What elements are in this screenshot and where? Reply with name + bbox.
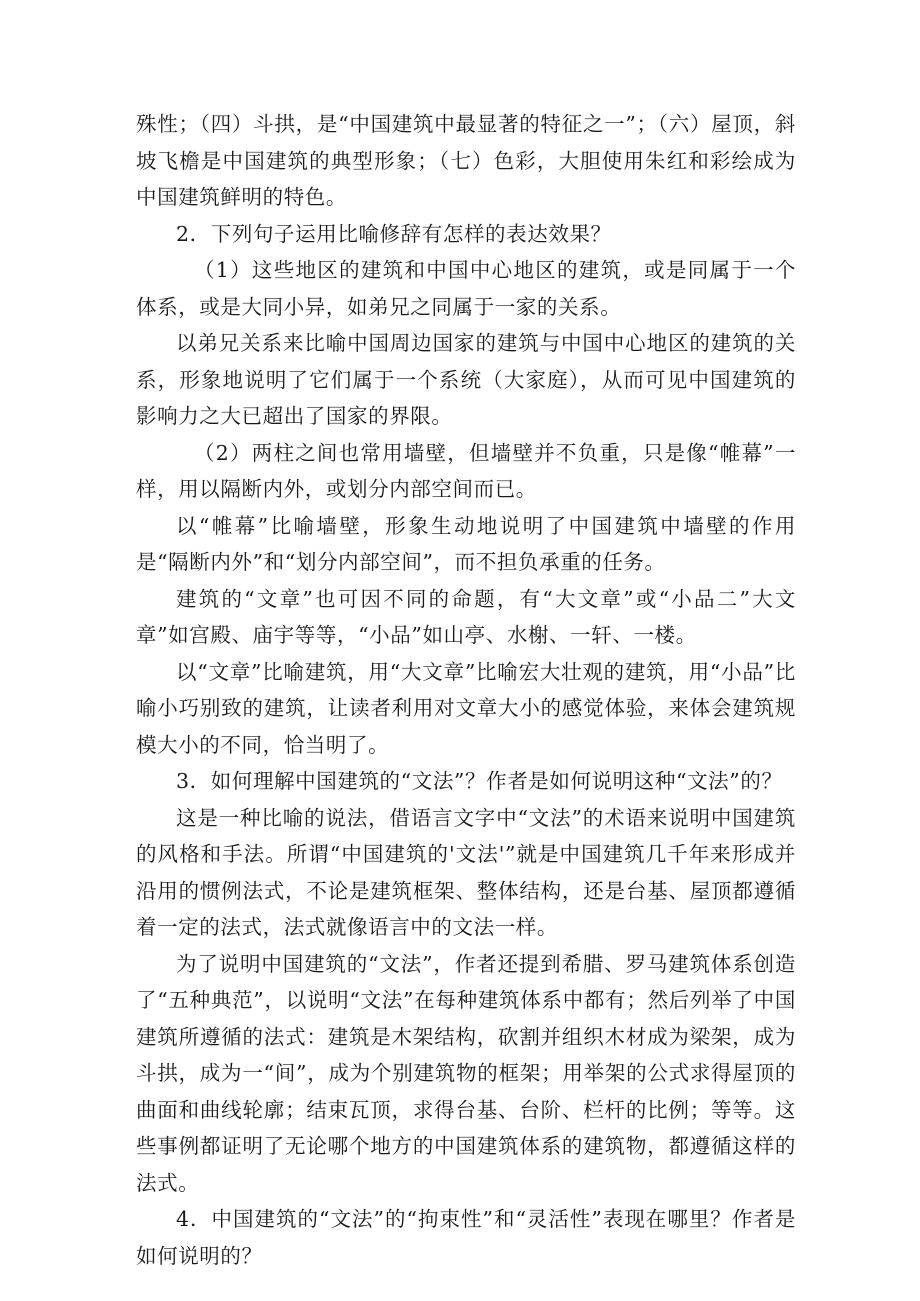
- quoted-sentence-3: 建筑的“文章”也可因不同的命题，有“大文章”或“小品二”大文章”如宫殿、庙宇等等，“小品”如山亭、水榭、一轩、一楼。: [136, 586, 796, 647]
- document-page: [136, 106, 796, 1274]
- quoted-sentence-2: （2）两柱之间也常用墙壁，但墙壁并不负重，只是像“帷幕”一样，用以隔断内外，或划分内部空间而已。: [136, 440, 796, 501]
- answer-sentence-1: 以弟兄关系来比喻中国周边国家的建筑与中国中心地区的建筑的关系，形象地说明了它们属于一个系统（大家庭），从而可见中国建筑的影响力之大已超出了国家的界限。: [136, 331, 796, 428]
- question-4: 4．中国建筑的“文法”的“拘束性”和“灵活性”表现在哪里？作者是如何说明的？: [136, 1207, 796, 1268]
- answer-3-part-1: 这是一种比喻的说法，借语言文字中“文法”的术语来说明中国建筑的风格和手法。所谓“中国建筑的'文法'”就是中国建筑几千年来形成并沿用的惯例法式，不论是建筑框架、整体结构，还是台基、屋顶都遵循着一定的法式，法式就像语言中的文法一样。: [136, 805, 796, 939]
- quoted-sentence-1: （1）这些地区的建筑和中国中心地区的建筑，或是同属于一个体系，或是大同小异，如弟兄之同属于一家的关系。: [136, 258, 796, 319]
- question-3: 3．如何理解中国建筑的“文法”？作者是如何说明这种“文法”的？: [176, 769, 783, 793]
- answer-sentence-3: 以“文章”比喻建筑，用“大文章”比喻宏大壮观的建筑，用“小品”比喻小巧别致的建筑，让读者利用对文章大小的感觉体验，来体会建筑规模大小的不同，恰当明了。: [136, 659, 796, 757]
- answer-3-part-2: 为了说明中国建筑的“文法”，作者还提到希腊、罗马建筑体系创造了“五种典范”，以说明“文法”在每种建筑体系中都有；然后列举了中国建筑所遵循的法式：建筑是木架结构，砍割并组织木材成为梁架，成为斗拱，成为一“间”，成为个别建筑物的框架；用举架的公式求得屋顶的曲面和曲线轮廓；结束瓦顶，求得台基、台阶、栏杆的比例；等等。这些事例都证明了无论哪个地方的中国建筑体系的建筑物，都遵循这样的法式。: [136, 951, 796, 1195]
- paragraph-continuation: 殊性；（四）斗拱，是“中国建筑中最显著的特征之一”；（六）屋顶，斜坡飞檐是中国建筑的典型形象；（七）色彩，大胆使用朱红和彩绘成为中国建筑鲜明的特色。: [136, 112, 796, 209]
- answer-sentence-2: 以“帷幕”比喻墙壁，形象生动地说明了中国建筑中墙壁的作用是“隔断内外”和“划分内部空间”，而不担负承重的任务。: [136, 513, 796, 574]
- question-2: 2．下列句子运用比喻修辞有怎样的表达效果？: [176, 221, 612, 246]
